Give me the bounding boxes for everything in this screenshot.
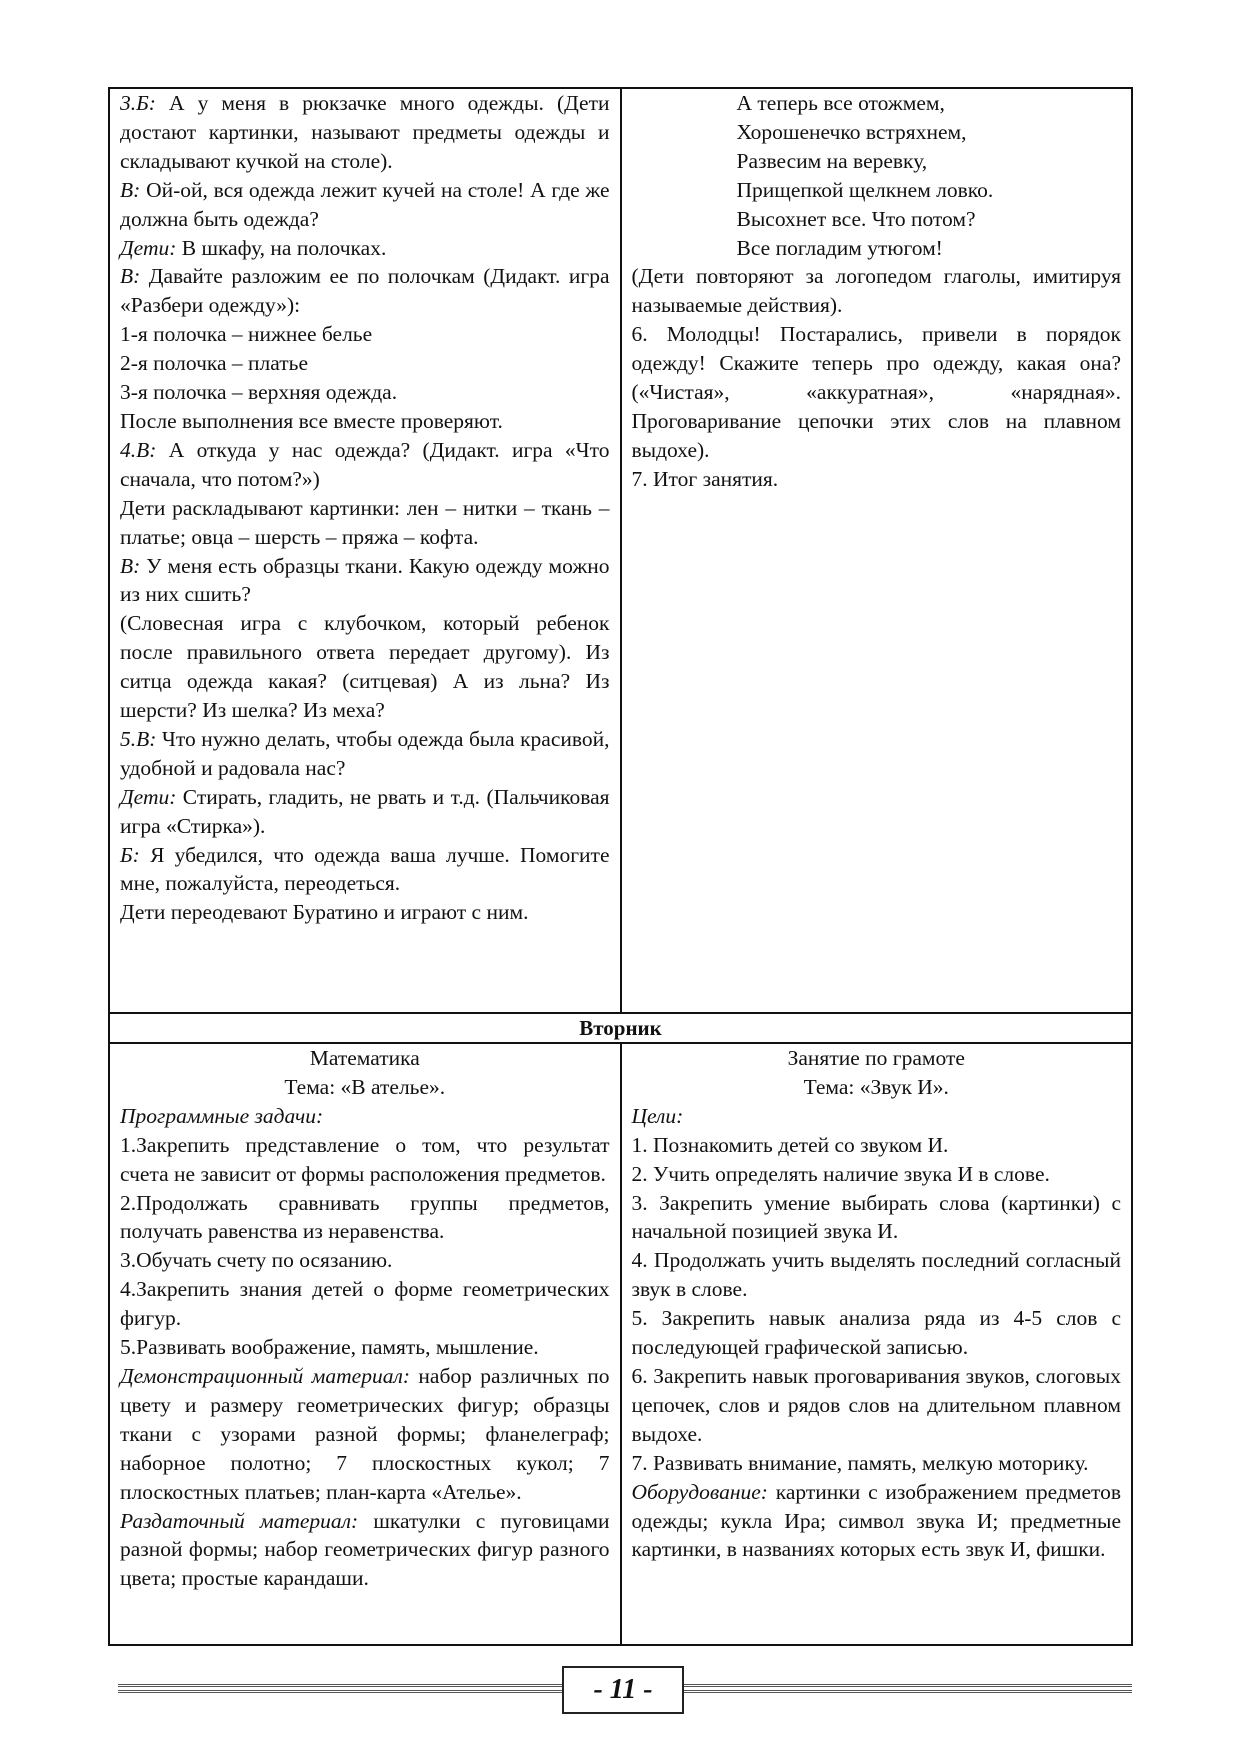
dialogue-line bbox=[120, 407, 610, 436]
task-item: 3.Обучать счету по осязанию. bbox=[120, 1248, 393, 1273]
dialogue-text: В шкафу, на полочках. bbox=[176, 235, 387, 260]
literacy-subject: Занятие по грамоте bbox=[787, 1046, 965, 1070]
dialogue-text: Давайте разложим ее по полочкам (Дидакт. игра «Разбери одежду»): bbox=[120, 264, 610, 318]
page-number: - 11 - bbox=[562, 1666, 684, 1714]
goal-item: 6. Закрепить навык проговаривания звуков, слоговых цепочек, слов и рядов слов на длительном плавном выдохе. bbox=[631, 1363, 1121, 1446]
dialogue-text: А откуда у нас одежда? (Дидакт. игра «Что сначала, что потом?») bbox=[120, 437, 610, 491]
task-item: 2.Продолжать сравнивать группы предметов, получать равенства из неравенства. bbox=[120, 1190, 610, 1244]
dialogue-line bbox=[120, 609, 610, 725]
math-topic: Тема: «В ателье». bbox=[284, 1074, 446, 1099]
top-left-cell bbox=[109, 88, 621, 1013]
dialogue-text: Дети раскладывают картинки: лен – нитки – ткань – платье; овца – шерсть – пряжа – кофта. bbox=[120, 495, 610, 549]
rhyme-line: Хорошенечко встряхнем, bbox=[736, 119, 967, 144]
rhyme-line: Высохнет все. Что потом? bbox=[736, 206, 976, 231]
demo-text: набор различных по цвету и размеру геометрических фигур; образцы ткани с узорами разной формы; фланелеграф; наборное полотно; 7 плоскостных кукол; 7 плоскостных платьев; план-карта «Ателье». bbox=[120, 1363, 610, 1504]
task-item: 4.Закрепить знания детей о форме геометрических фигур. bbox=[120, 1277, 610, 1331]
speaker-label: Б: bbox=[120, 842, 140, 867]
rhyme-line: А теперь все отожмем, bbox=[736, 91, 945, 115]
tasks-heading: Программные задачи: bbox=[120, 1103, 324, 1128]
goal-item: 1. Познакомить детей со звуком И. bbox=[631, 1132, 949, 1157]
math-tasks-list bbox=[120, 1131, 610, 1362]
dialogue-line bbox=[120, 783, 610, 841]
demo-material bbox=[120, 1362, 610, 1507]
handout-text: шкатулки с пуговицами разной формы; набор геометрических фигур разного цвета; простые карандаши. bbox=[120, 1508, 610, 1591]
dialogue-text: (Словесная игра с клубочком, который ребенок после правильного ответа передает другому). Из ситца одежда какая? (ситцевая) А из льна? Из шерсти? Из шелка? Из меха? bbox=[120, 611, 610, 723]
speaker-label: В: bbox=[120, 264, 141, 289]
dialogue-text: Я убедился, что одежда ваша лучше. Помогите мне, пожалуйста, переодеться. bbox=[120, 842, 610, 896]
literacy-topic: Тема: «Звук И». bbox=[803, 1074, 949, 1099]
paragraph: 7. Итог занятия. bbox=[631, 466, 779, 491]
speaker-label: В: bbox=[120, 177, 141, 202]
goal-item: 7. Развивать внимание, память, мелкую моторику. bbox=[631, 1450, 1089, 1475]
goal-item: 3. Закрепить умение выбирать слова (картинки) с начальной позицией звука И. bbox=[631, 1190, 1121, 1244]
dialogue-text: У меня есть образцы ткани. Какую одежду можно из них сшить? bbox=[120, 553, 610, 607]
dialogue-line bbox=[120, 234, 610, 263]
dialogue-line bbox=[120, 320, 610, 349]
dialogue-text: Что нужно делать, чтобы одежда была красивой, удобной и радовала нас? bbox=[120, 726, 610, 780]
dialogue-text: 3-я полочка – верхняя одежда. bbox=[120, 380, 398, 405]
page-footer bbox=[118, 1666, 1132, 1714]
speaker-label: 5.В: bbox=[120, 726, 157, 751]
literacy-lesson-cell bbox=[621, 1043, 1133, 1645]
handout-heading: Раздаточный материал: bbox=[120, 1508, 359, 1533]
task-item: 1.Закрепить представление о том, что результат счета не зависит от формы расположения предметов. bbox=[120, 1132, 610, 1186]
dialogue-text: Стирать, гладить, не рвать и т.д. (Пальчиковая игра «Стирка»). bbox=[120, 784, 610, 838]
dialogue-line bbox=[120, 262, 610, 320]
goal-item: 2. Учить определять наличие звука И в слове. bbox=[631, 1161, 1050, 1186]
math-subject: Математика bbox=[309, 1046, 420, 1070]
paragraph: 6. Молодцы! Постарались, привели в порядок одежду! Скажите теперь про одежду, какая она? («Чистая», «аккуратная», «нарядная». Проговаривание цепочки этих слов на плавном выдохе). bbox=[631, 322, 1121, 462]
dialogue-text: Ой-ой, вся одежда лежит кучей на столе! А где же должна быть одежда? bbox=[120, 177, 610, 231]
dialogue-line bbox=[120, 725, 610, 783]
dialogue-text: 2-я полочка – платье bbox=[120, 351, 309, 376]
dialogue-text: 1-я полочка – нижнее белье bbox=[120, 322, 373, 347]
speaker-label: В: bbox=[120, 553, 141, 578]
dialogue-line bbox=[120, 378, 610, 407]
task-item: 5.Развивать воображение, память, мышление. bbox=[120, 1335, 539, 1360]
dialogue-line bbox=[120, 436, 610, 494]
dialogue-line bbox=[120, 552, 610, 610]
day-heading: Вторник bbox=[109, 1013, 1132, 1043]
equipment-heading: Оборудование: bbox=[631, 1479, 768, 1504]
rhyme-line: Развесим на веревку, bbox=[736, 148, 928, 173]
dialogue-line bbox=[120, 841, 610, 899]
paragraph: (Дети повторяют за логопедом глаголы, имитируя называемые действия). bbox=[631, 264, 1121, 318]
rhyme-line: Все погладим утюгом! bbox=[736, 235, 943, 260]
dialogue-text: Дети переодевают Буратино и играют с ним. bbox=[120, 900, 529, 925]
finger-rhyme bbox=[632, 89, 1122, 262]
rhyme-line: Прищепкой щелкнем ловко. bbox=[736, 177, 994, 202]
literacy-goals-list bbox=[632, 1131, 1122, 1478]
math-lesson-cell bbox=[109, 1043, 621, 1645]
equipment-text: картинки с изображением предметов одежды; кукла Ира; символ звука И; предметные картинки, в названиях которых есть звук И, фишки. bbox=[631, 1479, 1121, 1562]
goal-item: 4. Продолжать учить выделять последний согласный звук в слове. bbox=[631, 1248, 1121, 1302]
equipment bbox=[632, 1478, 1122, 1565]
dialogue-line bbox=[120, 349, 610, 378]
lesson-table bbox=[108, 87, 1133, 1646]
goal-item: 5. Закрепить навык анализа ряда из 4-5 слов с последующей графической записью. bbox=[631, 1306, 1121, 1360]
top-right-cell bbox=[621, 88, 1133, 1013]
goals-heading: Цели: bbox=[631, 1103, 684, 1128]
dialogue-text: После выполнения все вместе проверяют. bbox=[120, 408, 503, 433]
dialogue-line bbox=[120, 898, 610, 927]
handout-material bbox=[120, 1507, 610, 1594]
top-left-dialogue bbox=[120, 89, 610, 927]
speaker-label: 3.Б: bbox=[120, 91, 156, 115]
speaker-label: Дети: bbox=[120, 784, 177, 809]
dialogue-line bbox=[120, 89, 610, 176]
top-right-text bbox=[632, 262, 1122, 493]
demo-heading: Демонстрационный материал: bbox=[120, 1363, 411, 1388]
dialogue-line bbox=[120, 494, 610, 552]
speaker-label: 4.В: bbox=[120, 437, 157, 462]
dialogue-line bbox=[120, 176, 610, 234]
dialogue-text: А у меня в рюкзачке много одежды. (Дети достают картинки, называют предметы одежды и складывают кучкой на столе). bbox=[120, 91, 610, 173]
speaker-label: Дети: bbox=[120, 235, 177, 260]
